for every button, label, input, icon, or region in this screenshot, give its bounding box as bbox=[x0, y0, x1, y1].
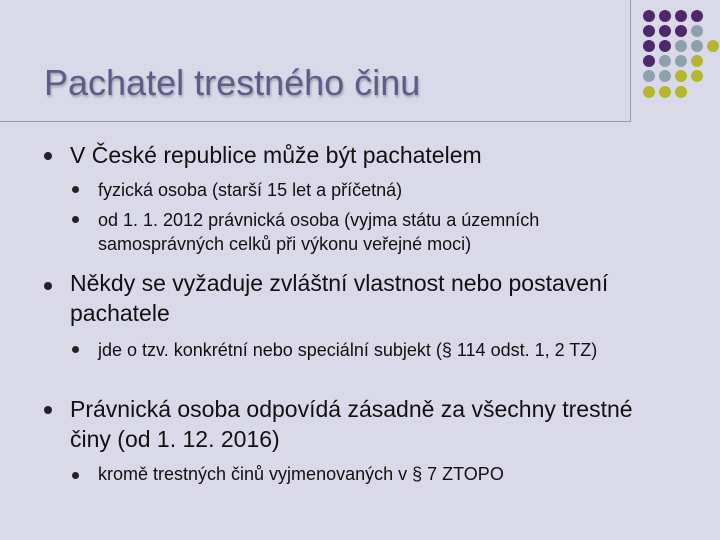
sub-bullet-text: kromě trestných činů vyjmenovaných v § 7 ZTOPO bbox=[98, 464, 504, 484]
bullet-marker bbox=[44, 152, 52, 160]
sub-bullet-text: fyzická osoba (starší 15 let a příčetná) bbox=[98, 180, 403, 200]
sub-bullet-marker bbox=[72, 472, 79, 479]
bullet-marker bbox=[44, 282, 52, 290]
sub-bullet-marker bbox=[72, 186, 79, 193]
slide-title: Pachatel trestného činu bbox=[44, 62, 421, 103]
sub-bullet-marker bbox=[72, 346, 79, 353]
sub-bullet-text: jde o tzv. konkrétní nebo speciální subjekt (§ 114 odst. 1, 2 TZ) bbox=[98, 340, 598, 360]
sub-bullet-text: od 1. 1. 2012 právnická osoba (vyjma státu a územních samosprávných celků při výkonu veřejné moci) bbox=[98, 210, 540, 254]
bullet-marker bbox=[44, 406, 52, 414]
bullet-text: V České republice může být pachatelem bbox=[70, 142, 482, 168]
sub-bullet-marker bbox=[72, 216, 79, 223]
bullet-text: Někdy se vyžaduje zvláštní vlastnost nebo postavení pachatele bbox=[70, 270, 609, 326]
bullet-text: Právnická osoba odpovídá zásadně za všechny trestné činy (od 1. 12. 2016) bbox=[70, 396, 633, 452]
